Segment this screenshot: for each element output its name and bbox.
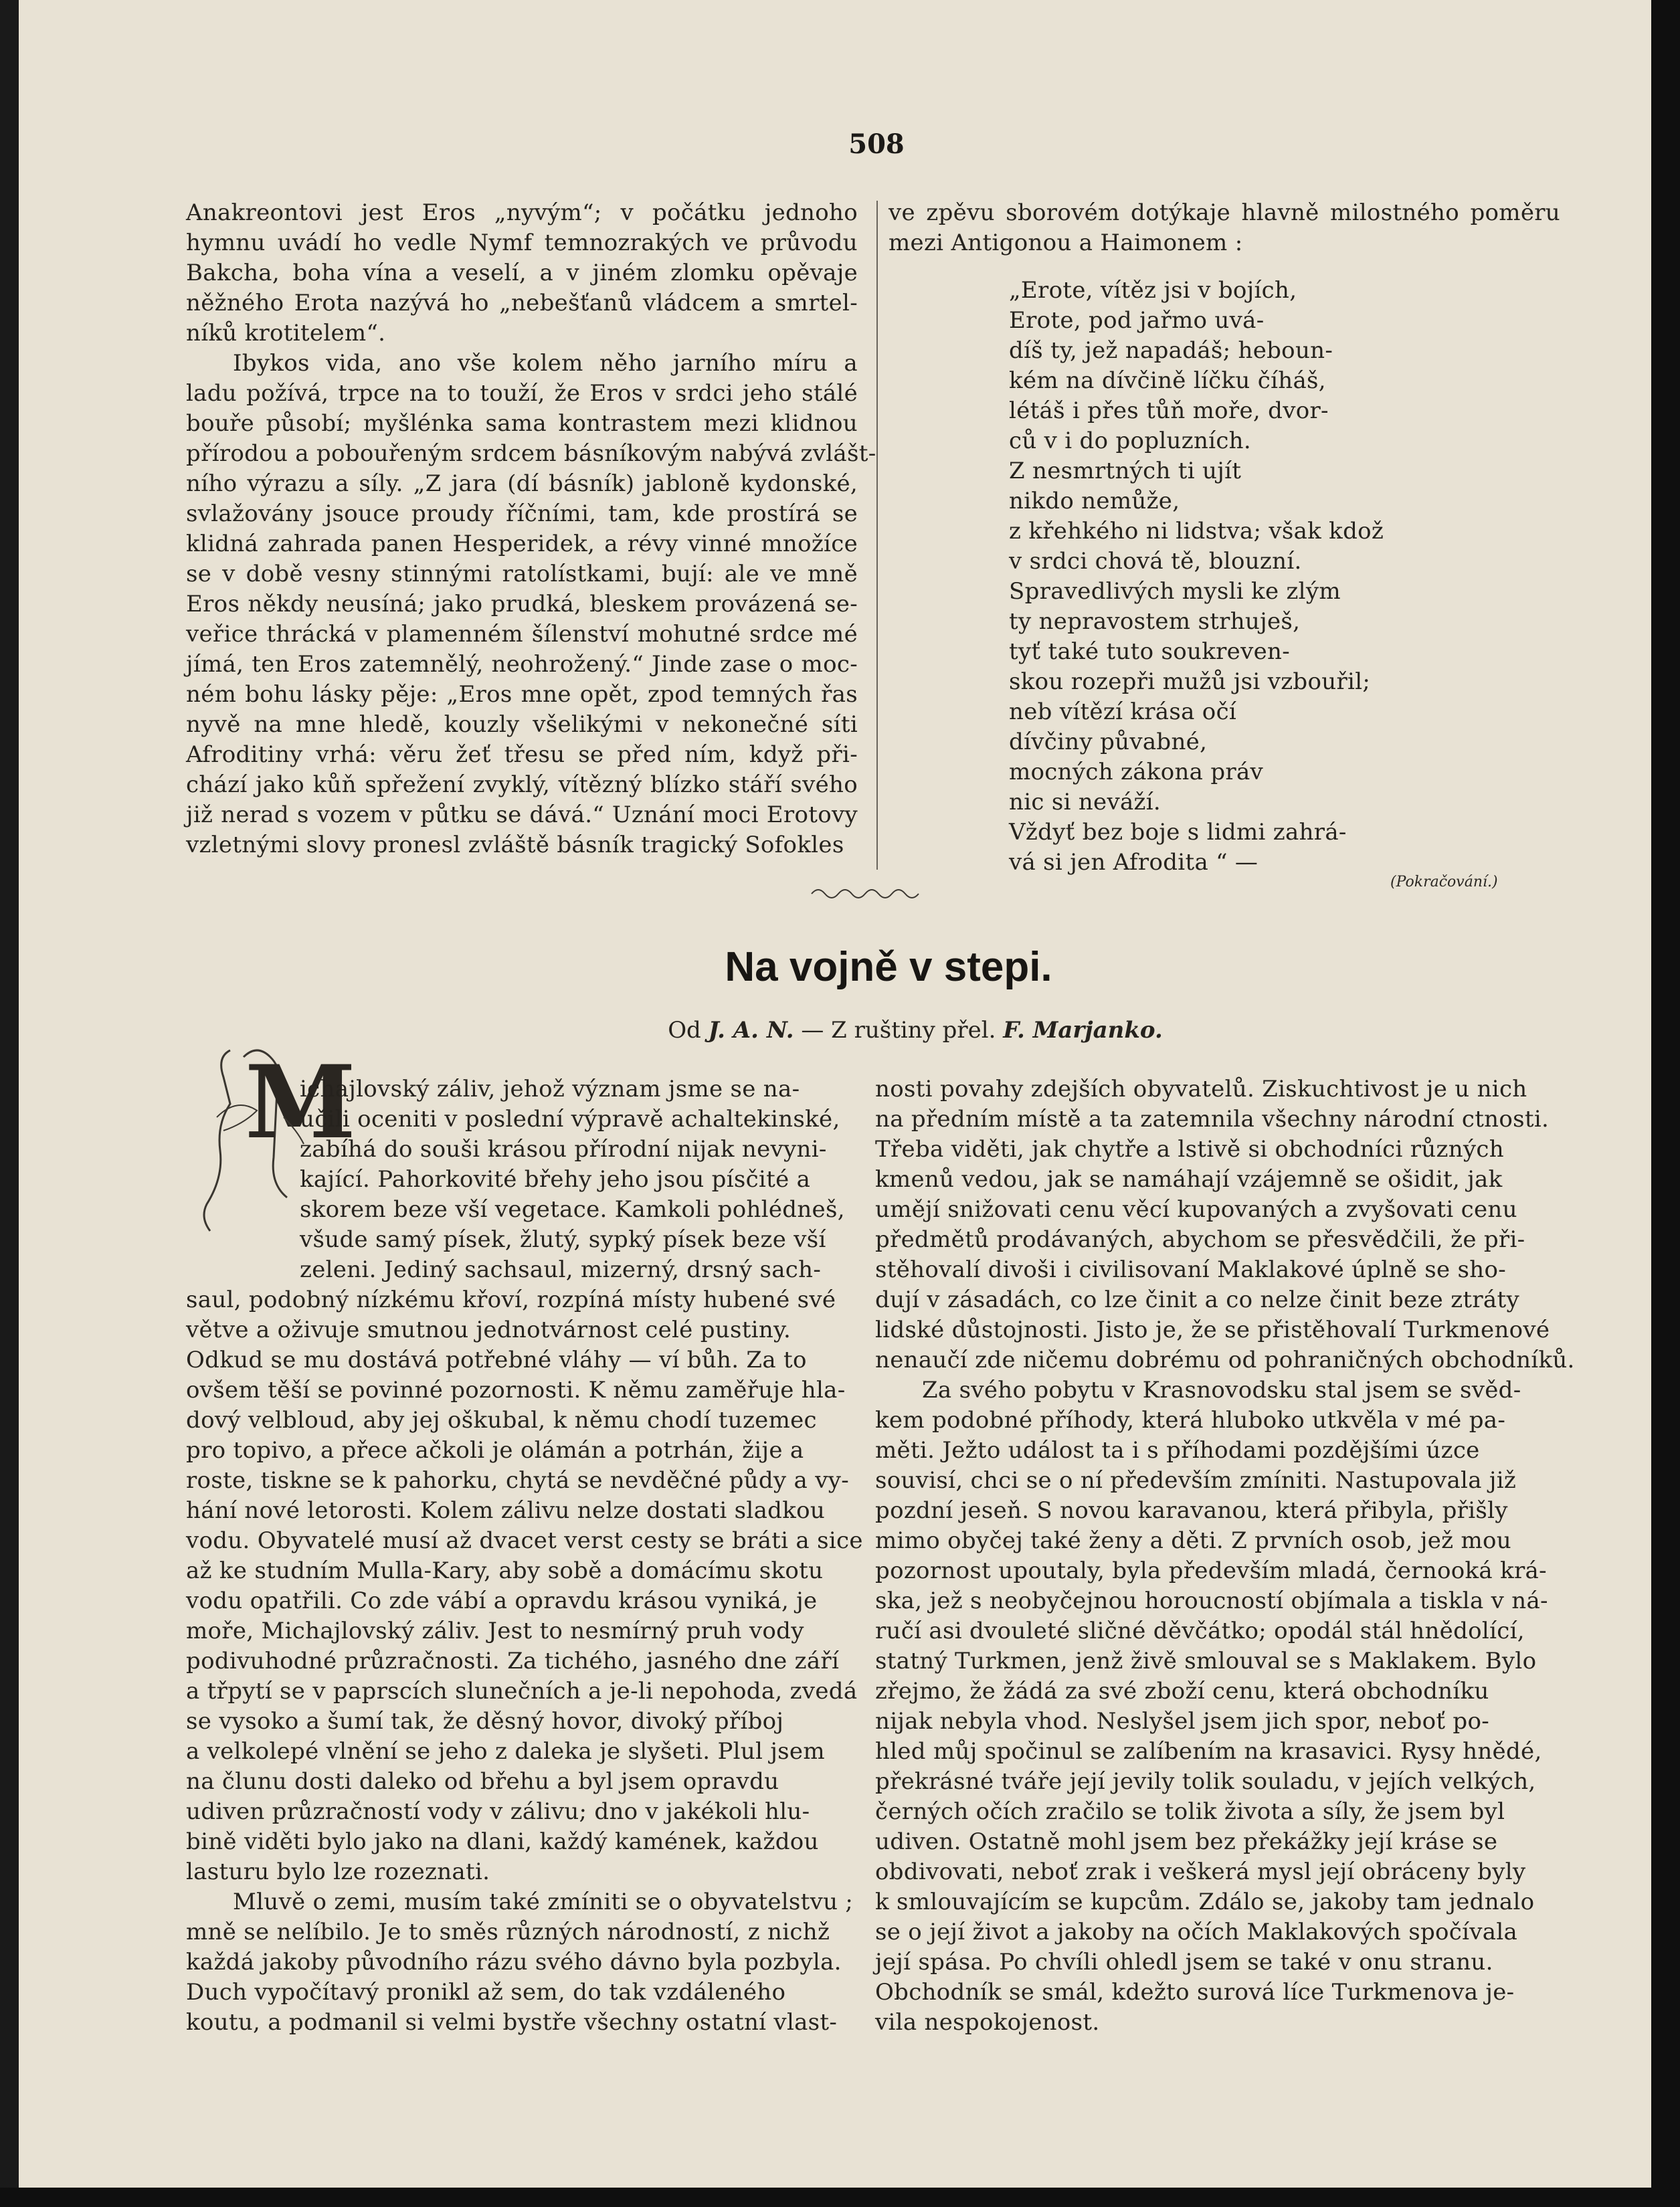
- text-line: Odkud se mu dostává potřebné vláhy — ví bůh. Za to: [186, 1347, 807, 1373]
- text-line: ovšem těší se povinné pozornosti. K němu zaměřuje hla-: [186, 1377, 846, 1404]
- page-number: 508: [848, 128, 905, 160]
- text-line: hání nové letorosti. Kolem zálivu nelze dostati sladkou: [186, 1497, 826, 1524]
- text-line: se v době vesny stinnými ratolístkami, bují: ale ve mně: [186, 561, 858, 587]
- text-line: ručí asi dvouleté sličné děvčátko; opodál stál hnědolící,: [875, 1618, 1525, 1644]
- text-line: a třpytí se v paprscích slunečních a je-li nepohoda, zvedá: [186, 1678, 858, 1705]
- text-line: předmětů prodávaných, abychom se přesvědčili, že při-: [875, 1226, 1525, 1253]
- text-line: Obchodník se smál, kdežto surová líce Turkmenova je-: [875, 1979, 1515, 2006]
- text-line: kém na dívčině líčku číháš,: [1009, 367, 1326, 394]
- text-line: dují v zásadách, co lze činit a co nelze činit beze ztráty: [875, 1286, 1519, 1313]
- text-line: Spravedlivých mysli ke zlým: [1009, 578, 1341, 605]
- text-line: nic si neváží.: [1009, 789, 1161, 815]
- svg-text:M: M: [245, 1044, 357, 1161]
- text-line: již nerad s vozem v půtku se dává.“ Uznání moci Erotovy: [186, 801, 858, 828]
- text-line: na člunu dosti daleko od břehu a byl jsem opravdu: [186, 1768, 779, 1795]
- text-line: Za svého pobytu v Krasnovodsku stal jsem se svěd-: [922, 1377, 1521, 1404]
- text-line: umějí snižovati cenu věcí kupovaných a zvyšovati cenu: [875, 1196, 1517, 1223]
- text-line: kající. Pahorkovité břehy jeho jsou písčité a: [300, 1166, 811, 1193]
- scan-edge-bottom: [0, 2188, 1680, 2207]
- text-line: mezi Antigonou a Haimonem :: [889, 229, 1243, 256]
- text-line: až ke studním Mulla-Kary, aby sobě a domácímu skotu: [186, 1557, 824, 1584]
- text-line: nenaučí zde ničemu dobrému od pohraničných obchodníků.: [875, 1347, 1575, 1373]
- text-line: nikdo nemůže,: [1009, 488, 1180, 514]
- byline: [567, 1017, 1263, 1044]
- text-line: Afroditiny vrhá: věru žeť třesu se před ním, když při-: [186, 741, 858, 768]
- text-line: Erote, pod jařmo uvá-: [1009, 307, 1265, 334]
- text-line: hymnu uvádí ho vedle Nymf temnozrakých ve průvodu: [186, 229, 858, 256]
- text-line: stěhovalí divoši i civilisovaní Maklakové úplně se sho-: [875, 1256, 1507, 1283]
- text-line: Ibykos vida, ano vše kolem něho jarního míru a: [233, 350, 858, 377]
- text-line: statný Turkmen, jenž živě smlouval se s Maklakem. Bylo: [875, 1648, 1537, 1674]
- text-line: klidná zahrada panen Hesperidek, a révy vinné množíce: [186, 531, 858, 557]
- article-title: Na vojně v stepi.: [725, 944, 1052, 990]
- text-line: mně se nelíbilo. Je to směs různých národností, z nichž: [186, 1919, 830, 1945]
- text-line: v srdci chová tě, blouzní.: [1009, 548, 1302, 575]
- text-line: létáš i přes tůň moře, dvor-: [1009, 397, 1329, 424]
- text-line: díš ty, jež napadáš; heboun-: [1009, 337, 1333, 364]
- text-line: Bakcha, boha vína a veselí, a v jiném zlomku opěvaje: [186, 260, 858, 286]
- text-line: skorem beze vší vegetace. Kamkoli pohlédneš,: [300, 1196, 845, 1223]
- text-line: Anakreontovi jest Eros „nyvým“; v počátku jednoho: [186, 199, 858, 226]
- byline-mid: — Z ruštiny přel.: [801, 1017, 996, 1044]
- text-line: ců v i do popluzních.: [1009, 427, 1251, 454]
- text-line: „Erote, vítěz jsi v bojích,: [1009, 277, 1297, 304]
- text-line: neb vítězí krása očí: [1009, 698, 1237, 725]
- text-line: zeleni. Jediný sachsaul, mizerný, drsný sach-: [300, 1256, 822, 1283]
- text-line: níků krotitelem“.: [186, 320, 386, 347]
- text-line: udiven. Ostatně mohl jsem bez překážky její kráse se: [875, 1828, 1498, 1855]
- text-line: a velkolepé vlnění se jeho z daleka je slyšeti. Plul jsem: [186, 1738, 825, 1765]
- column-divider: [876, 201, 878, 870]
- text-line: zabíhá do souši krásou přírodní nijak nevyni-: [300, 1136, 827, 1163]
- book-page: [19, 0, 1651, 2188]
- text-line: Třeba viděti, jak chytře a lstivě si obchodníci různých: [875, 1136, 1504, 1163]
- text-line: vzletnými slovy pronesl zvláště básník tragický Sofokles: [186, 832, 844, 858]
- text-line: lasturu bylo lze rozeznati.: [186, 1858, 490, 1885]
- text-line: vodu. Obyvatelé musí až dvacet verst cesty se bráti a sice: [186, 1527, 863, 1554]
- text-line: přírodou a pobouřeným srdcem básníkovým nabývá zvlášt-: [186, 440, 876, 467]
- text-line: každá jakoby původního rázu svého dávno byla pozbyla.: [186, 1949, 842, 1976]
- text-line: mocných zákona práv: [1009, 759, 1264, 785]
- text-line: bině viděti bylo jako na dlani, každý kamének, každou: [186, 1828, 819, 1855]
- text-line: pozdní jeseň. S novou karavanou, která přibyla, přišly: [875, 1497, 1508, 1524]
- text-line: všude samý písek, žlutý, sypký písek beze vší: [300, 1226, 826, 1253]
- text-line: Eros někdy neusíná; jako prudká, bleskem provázená se-: [186, 591, 858, 617]
- text-line: vá si jen Afrodita “ —: [1009, 849, 1258, 876]
- text-line: kem podobné příhody, která hluboko utkvěla v mé pa-: [875, 1407, 1506, 1434]
- text-line: ního výrazu a síly. „Z jara (dí básník) jabloně kydonské,: [186, 470, 858, 497]
- text-line: saul, podobný nízkému křoví, rozpíná místy hubené své: [186, 1286, 836, 1313]
- text-line: ladu požívá, trpce na to touží, že Eros v srdci jeho stálé: [186, 380, 858, 407]
- text-line: nyvě na mne hledě, kouzly všelikými v nekonečné síti: [186, 711, 858, 738]
- continued-note: (Pokračování.): [1390, 874, 1498, 890]
- text-line: nosti povahy zdejších obyvatelů. Ziskuchtivost je u nich: [875, 1076, 1527, 1102]
- text-line: nijak nebyla vhod. Neslyšel jsem jich spor, neboť po-: [875, 1708, 1490, 1735]
- section-ornament: [808, 882, 929, 902]
- text-line: ty nepravostem strhuješ,: [1009, 608, 1301, 635]
- text-line: kmenů vedou, jak se namáhají vzájemně se ošidit, jak: [875, 1166, 1503, 1193]
- text-line: vodu opatřili. Co zde vábí a opravdu krásou vyniká, je: [186, 1588, 818, 1614]
- text-line: souvisí, chci se o ní především zmíniti. Nastupovala již: [875, 1467, 1517, 1494]
- text-line: Duch vypočítavý pronikl až sem, do tak vzdáleného: [186, 1979, 786, 2006]
- text-line: zřejmo, že žádá za své zboží cenu, která obchodníku: [875, 1678, 1489, 1705]
- text-line: ichajlovský záliv, jehož význam jsme se na-: [300, 1076, 800, 1102]
- text-line: koutu, a podmanil si velmi bystře všechny ostatní vlast-: [186, 2009, 838, 2036]
- text-line: moře, Michajlovský záliv. Jest to nesmírný pruh vody: [186, 1618, 804, 1644]
- text-line: ska, jež s neobyčejnou horoucností objímala a tiskla v ná-: [875, 1588, 1548, 1614]
- byline-prefix: Od: [668, 1017, 701, 1044]
- text-line: překrásné tváře její jevily tolik souladu, v jejích velkých,: [875, 1768, 1536, 1795]
- text-line: obdivovati, neboť zrak i veškerá mysl její obráceny byly: [875, 1858, 1526, 1885]
- text-line: se vysoko a šumí tak, že děsný hovor, divoký příboj: [186, 1708, 784, 1735]
- text-line: něžného Erota nazývá ho „nebešťanů vládcem a smrtel-: [186, 290, 858, 316]
- text-line: se o její život a jakoby na očích Maklakových spočívala: [875, 1919, 1518, 1945]
- text-line: hled můj spočinul se zalíbením na krasavici. Rysy hnědé,: [875, 1738, 1542, 1765]
- text-line: Z nesmrtných ti ujít: [1009, 458, 1242, 484]
- text-line: z křehkého ni lidstva; však kdož: [1009, 518, 1384, 545]
- text-line: ve zpěvu sborovém dotýkaje hlavně milostného poměru: [889, 199, 1560, 226]
- text-line: veřice thrácká v plamenném šílenství mohutné srdce mé: [186, 621, 858, 648]
- text-line: její spása. Po chvíli ohledl jsem se také v onu stranu.: [875, 1949, 1493, 1976]
- text-line: mimo obyčej také ženy a děti. Z prvních osob, jež mou: [875, 1527, 1511, 1554]
- text-line: pozornost upoutaly, byla především mladá, černooká krá-: [875, 1557, 1547, 1584]
- text-line: jímá, ten Eros zatemnělý, neohrožený.“ Jinde zase o moc-: [186, 651, 858, 678]
- text-line: učili oceniti v poslední výpravě achaltekinské,: [300, 1106, 840, 1133]
- text-line: Vždyť bez boje s lidmi zahrá-: [1009, 819, 1347, 846]
- text-line: bouře působí; myšlénka sama kontrastem mezi klidnou: [186, 410, 858, 437]
- text-line: podivuhodné průzračnosti. Za tichého, jasného dne září: [186, 1648, 840, 1674]
- text-line: k smlouvajícím se kupcům. Zdálo se, jakoby tam jednalo: [875, 1889, 1535, 1915]
- byline-translator: F. Marjanko.: [1003, 1017, 1163, 1044]
- text-line: větve a oživuje smutnou jednotvárnost celé pustiny.: [186, 1317, 791, 1343]
- text-line: vila nespokojenost.: [875, 2009, 1100, 2036]
- text-line: ném bohu lásky pěje: „Eros mne opět, zpod temných řas: [186, 681, 858, 708]
- text-line: roste, tiskne se k pahorku, chytá se nevděčné půdy a vy-: [186, 1467, 850, 1494]
- text-line: měti. Ježto událost ta i s příhodami pozdějšími úzce: [875, 1437, 1480, 1464]
- text-line: na předním místě a ta zatemnila všechny národní ctnosti.: [875, 1106, 1550, 1133]
- text-line: svlažovány jsouce proudy říčními, tam, kde prostírá se: [186, 500, 858, 527]
- text-line: Mluvě o zemi, musím také zmíniti se o obyvatelstvu ;: [233, 1889, 854, 1915]
- text-line: lidské důstojnosti. Jisto je, že se přistěhovalí Turkmenové: [875, 1317, 1550, 1343]
- text-line: udiven průzračností vody v zálivu; dno v jakékoli hlu-: [186, 1798, 810, 1825]
- text-line: pro topivo, a přece ačkoli je olámán a potrhán, žije a: [186, 1437, 804, 1464]
- text-line: dový velbloud, aby jej oškubal, k němu chodí tuzemec: [186, 1407, 817, 1434]
- text-line: dívčiny půvabné,: [1009, 729, 1208, 755]
- scan-edge-right: [1651, 0, 1680, 2207]
- text-line: skou rozepři mužů jsi vzbouřil;: [1009, 668, 1371, 695]
- text-line: chází jako kůň spřežení zvyklý, vítězný blízko stáří svého: [186, 771, 858, 798]
- text-line: černých očích zračilo se tolik života a síly, že jsem byl: [875, 1798, 1505, 1825]
- text-line: tyť také tuto soukreven-: [1009, 638, 1291, 665]
- byline-author: J. A. N.: [708, 1017, 794, 1044]
